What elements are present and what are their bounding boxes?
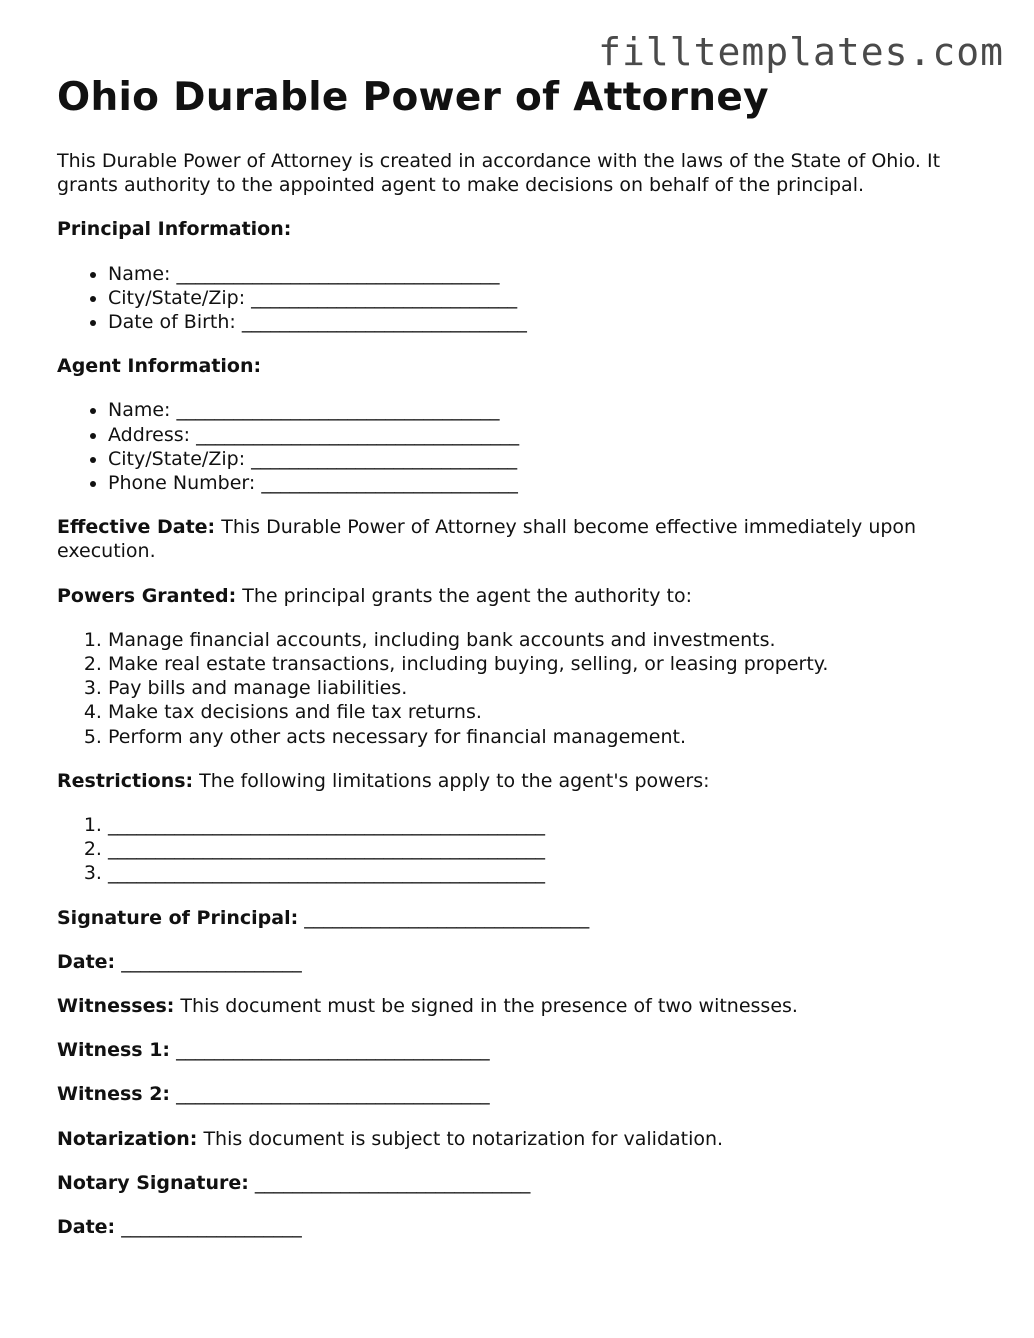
witness-2-label: Witness 2: — [57, 1083, 171, 1106]
principal-city-state-zip-field: • City/State/Zip: ____________________________ — [108, 286, 987, 310]
restrictions-text: The following limitations apply to the agent's powers: — [193, 769, 710, 792]
witnesses-paragraph — [57, 994, 987, 1018]
witness-1-blank: _________________________________ — [170, 1039, 490, 1062]
notary-signature-line — [57, 1171, 987, 1195]
agent-heading: Agent Information: — [57, 355, 262, 378]
site-watermark: filltemplates.com — [598, 30, 1004, 74]
restriction-blank-line: 1. ______________________________________________ — [108, 813, 987, 837]
witness-1-line — [57, 1038, 987, 1062]
restriction-blank-line: 2. ______________________________________________ — [108, 837, 987, 861]
principal-name-field: • Name: __________________________________ — [108, 262, 987, 286]
agent-phone-number-field: • Phone Number: ___________________________ — [108, 471, 987, 495]
power-item: 4. Make tax decisions and file tax returns. — [108, 700, 987, 724]
principal-date-of-birth-field: • Date of Birth: ______________________________ — [108, 310, 987, 334]
powers-granted-label: Powers Granted: — [57, 584, 237, 607]
restrictions-list — [57, 813, 987, 886]
intro-paragraph: This Durable Power of Attorney is created in accordance with the laws of the State of Ohio. It grants authority to the appointed agent to make decisions on behalf of the principal. — [57, 150, 941, 197]
principal-date-label: Date: — [57, 950, 116, 973]
principal-heading: Principal Information: — [57, 218, 292, 241]
notarization-label: Notarization: — [57, 1127, 198, 1150]
document-title: Ohio Durable Power of Attorney — [57, 75, 769, 120]
effective-date-paragraph — [57, 515, 987, 563]
power-item: 5. Perform any other acts necessary for financial management. — [108, 725, 987, 749]
agent-city-state-zip-field: • City/State/Zip: ____________________________ — [108, 447, 987, 471]
principal-date-line — [57, 950, 987, 974]
document-body — [57, 74, 987, 1259]
notary-signature-label: Notary Signature: — [57, 1171, 249, 1194]
powers-list — [57, 628, 987, 749]
notary-date-line — [57, 1215, 987, 1239]
agent-fields-list — [57, 398, 987, 495]
agent-address-field: • Address: __________________________________ — [108, 423, 987, 447]
effective-date-label: Effective Date: — [57, 516, 216, 539]
restrictions-paragraph — [57, 769, 987, 793]
principal-fields-list — [57, 262, 987, 335]
witnesses-label: Witnesses: — [57, 995, 175, 1018]
power-item: 3. Pay bills and manage liabilities. — [108, 676, 987, 700]
notary-signature-blank: _____________________________ — [248, 1171, 531, 1194]
agent-name-field: • Name: __________________________________ — [108, 398, 987, 422]
effective-date-text: This Durable Power of Attorney shall become effective immediately upon execution. — [57, 516, 917, 563]
witness-2-line — [57, 1082, 987, 1106]
witness-2-blank: _________________________________ — [170, 1083, 490, 1106]
witness-1-label: Witness 1: — [57, 1039, 171, 1062]
witnesses-text: This document must be signed in the presence of two witnesses. — [174, 995, 798, 1018]
powers-granted-paragraph — [57, 584, 987, 608]
notary-date-blank: ___________________ — [115, 1216, 302, 1239]
principal-signature-label: Signature of Principal: — [57, 906, 299, 929]
restrictions-label: Restrictions: — [57, 769, 194, 792]
notarization-paragraph — [57, 1127, 987, 1151]
principal-date-blank: ___________________ — [115, 950, 302, 973]
notarization-text: This document is subject to notarization for validation. — [197, 1127, 724, 1150]
restriction-blank-line: 3. ______________________________________________ — [108, 861, 987, 885]
principal-signature-line — [57, 906, 987, 930]
powers-granted-text: The principal grants the agent the authority to: — [236, 584, 692, 607]
principal-signature-blank: ______________________________ — [298, 906, 590, 929]
power-item: 1. Manage financial accounts, including bank accounts and investments. — [108, 628, 987, 652]
notary-date-label: Date: — [57, 1216, 116, 1239]
power-item: 2. Make real estate transactions, including buying, selling, or leasing property. — [108, 652, 987, 676]
